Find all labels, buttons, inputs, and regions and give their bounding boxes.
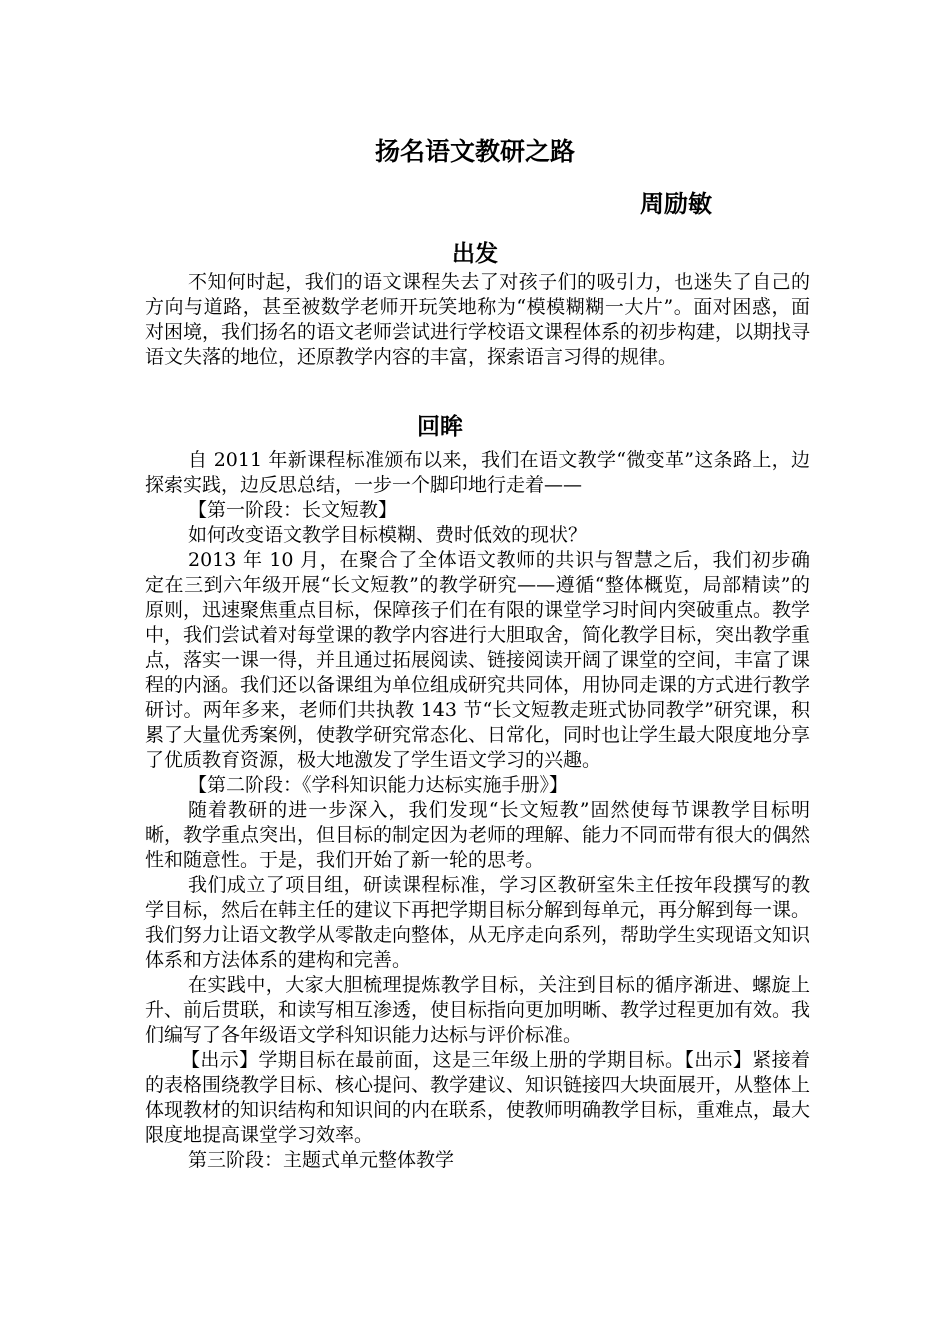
paragraph: 在实践中，大家大胆梳理提炼教学目标，关注到目标的循序渐进、螺旋上升、前后贯联，和读写相互渗透，使目标指向更加明晰、教学过程更加有效。我们编写了各年级语文学科知识能力达标与评价标准。 — [145, 974, 811, 1046]
paragraph: 随着教研的进一步深入，我们发现“长文短教”固然使每节课教学目标明晰，教学重点突出，但目标的制定因为老师的理解、能力不同而带有很大的偶然性和随意性。于是，我们开始了新一轮的思考。 — [145, 799, 811, 871]
stage-heading: 【第一阶段：长文短教】 — [188, 499, 398, 521]
stage-heading: 【第二阶段：《学科知识能力达标实施手册》】 — [188, 774, 569, 796]
section-departure-body — [145, 270, 810, 370]
document-author: 周励敏 — [640, 190, 712, 218]
section-heading-review: 回眸 — [417, 414, 463, 440]
document-title: 扬名语文教研之路 — [374, 137, 575, 166]
section-review-body — [145, 448, 810, 1173]
paragraph: 【出示】学期目标在最前面，这是三年级上册的学期目标。【出示】紧接着的表格围绕教学目标、核心提问、教学建议、知识链接四大块面展开，从整体上体现教材的知识结构和知识间的内在联系，使教师明确教学目标，重难点，最大限度地提高课堂学习效率。 — [145, 1049, 811, 1146]
paragraph: 我们成立了项目组，研读课程标准，学习区教研室朱主任按年段撰写的教学目标，然后在韩主任的建议下再把学期目标分解到每单元，再分解到每一课。我们努力让语文教学从零散走向整体，从无序走向系列，帮助学生实现语文知识体系和方法体系的建构和完善。 — [145, 874, 811, 971]
section-heading-departure: 出发 — [452, 241, 498, 267]
stage-heading: 第三阶段：主题式单元整体教学 — [188, 1149, 455, 1171]
paragraph: 2013 年 10 月，在聚合了全体语文教师的共识与智慧之后，我们初步确定在三到六年级开展“长文短教”的教学研究——遵循“整体概览，局部精读”的原则，迅速聚焦重点目标，保障孩子们在有限的课堂学习时间内突破重点。教学中，我们尝试着对每堂课的教学内容进行大胆取舍，简化教学目标，突出教学重点，落实一课一得，并且通过拓展阅读、链接阅读开阔了课堂的空间，丰富了课程的内涵。我们还以备课组为单位组成研究共同体，用协同走课的方式进行教学研讨。两年多来，老师们共执教 143 节“长文短教走班式协同教学”研究课，积累了大量优秀案例，使教学研究常态化、日常化，同时也让学生最大限度地分享了优质教育资源，极大地激发了学生语文学习的兴趣。 — [145, 549, 811, 771]
paragraph: 不知何时起，我们的语文课程失去了对孩子们的吸引力，也迷失了自己的方向与道路，甚至被数学老师开玩笑地称为“模模糊糊一大片”。面对困惑，面对困境，我们扬名的语文老师尝试进行学校语文课程体系的初步构建，以期找寻语文失落的地位，还原教学内容的丰富，探索语言习得的规律。 — [145, 271, 811, 368]
paragraph: 如何改变语文教学目标模糊、费时低效的现状？ — [188, 524, 588, 546]
paragraph: 自 2011 年新课程标准颁布以来，我们在语文教学“微变革”这条路上，边探索实践，边反思总结，一步一个脚印地行走着—— — [145, 449, 810, 496]
